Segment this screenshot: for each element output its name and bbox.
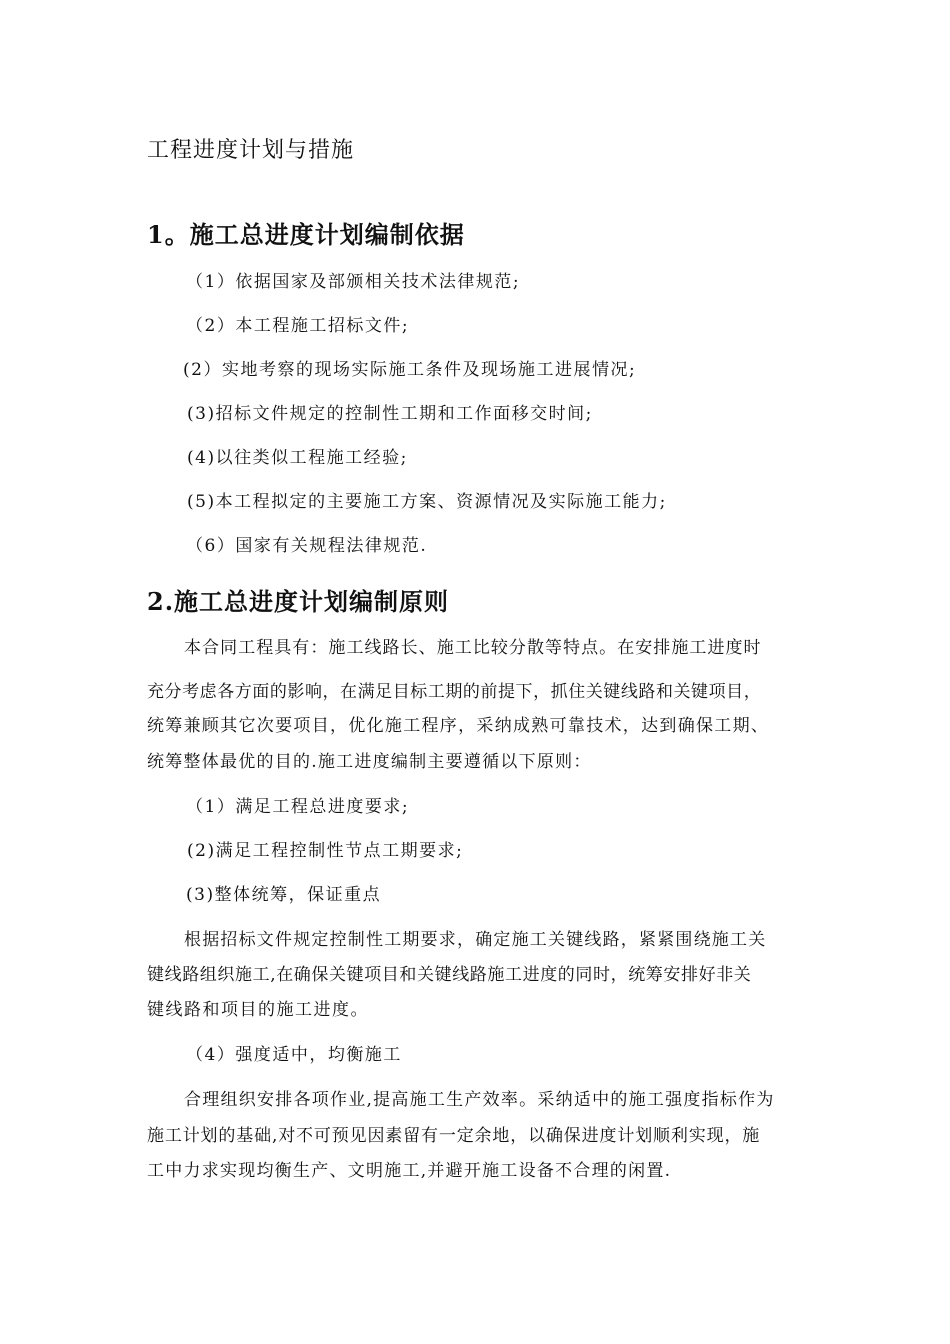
paragraph-a-line-3: 键线路和项目的施工进度。 — [147, 1000, 369, 1020]
paragraph-a-line-1: 根据招标文件规定控制性工期要求，确定施工关键线路，紧紧围绕施工关 — [184, 930, 767, 950]
basis-item-1: （1）依据国家及部颁相关技术法律规范; — [186, 272, 521, 292]
intro-line-2: 充分考虑各方面的影响，在满足目标工期的前提下，抓住关键线路和关键项目， — [147, 682, 762, 702]
basis-item-2: （2）本工程施工招标文件; — [186, 316, 410, 336]
paragraph-b-line-2: 施工计划的基础,对不可预见因素留有一定余地，以确保进度计划顺利实现，施 — [147, 1126, 761, 1146]
principle-4: （4）强度适中，均衡施工 — [186, 1045, 402, 1065]
principle-2: (2)满足工程控制性节点工期要求; — [187, 841, 464, 861]
intro-line-4: 统筹整体最优的目的.施工进度编制主要遵循以下原则： — [147, 752, 592, 772]
section-2-heading: 2.施工总进度计划编制原则 — [147, 587, 450, 616]
document-title: 工程进度计划与措施 — [147, 138, 355, 163]
basis-item-4: (3)招标文件规定的控制性工期和工作面移交时间; — [187, 404, 593, 424]
basis-item-3: (2）实地考察的现场实际施工条件及现场施工进展情况; — [183, 360, 637, 380]
section-1-heading: 1。施工总进度计划编制依据 — [147, 220, 465, 249]
principle-3: (3)整体统筹，保证重点 — [186, 885, 382, 905]
paragraph-b-line-1: 合理组织安排各项作业,提高施工生产效率。采纳适中的施工强度指标作为 — [184, 1090, 775, 1110]
paragraph-b-line-3: 工中力求实现均衡生产、文明施工,并避开施工设备不合理的闲置. — [147, 1161, 672, 1181]
principle-1: （1）满足工程总进度要求; — [186, 797, 410, 817]
basis-item-6: (5)本工程拟定的主要施工方案、资源情况及实际施工能力; — [187, 492, 667, 512]
paragraph-a-line-2: 键线路组织施工,在确保关键项目和关键线路施工进度的同时，统筹安排好非关 — [147, 965, 752, 985]
basis-item-5: (4)以往类似工程施工经验; — [187, 448, 408, 468]
intro-line-3: 统筹兼顾其它次要项目，优化施工程序，采纳成熟可靠技术，达到确保工期、 — [147, 716, 770, 736]
intro-line-1: 本合同工程具有：施工线路长、施工比较分散等特点。在安排施工进度时 — [184, 638, 762, 658]
basis-item-7: （6）国家有关规程法律规范. — [186, 536, 428, 556]
